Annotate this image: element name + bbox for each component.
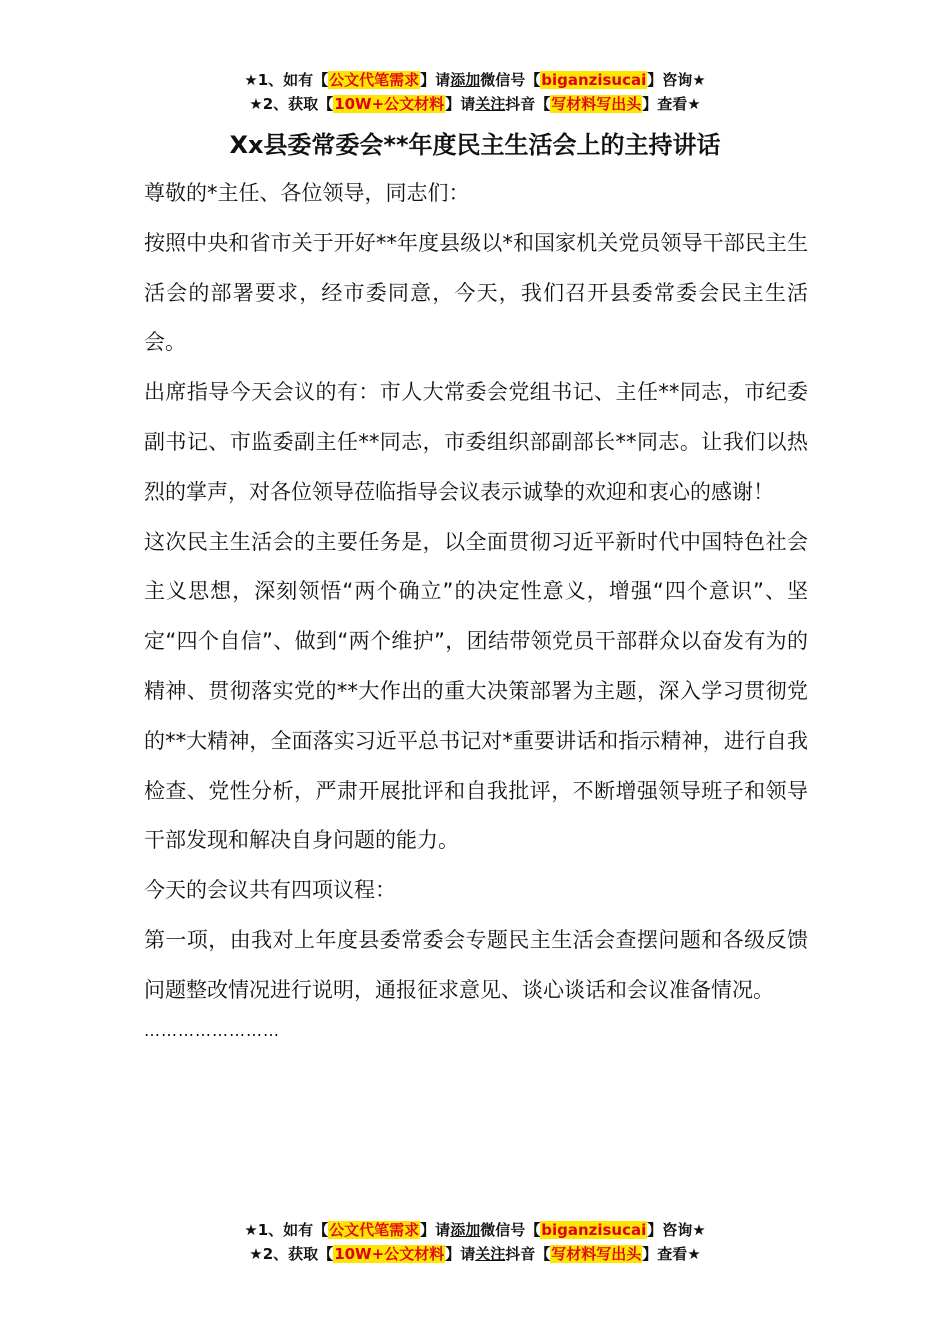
banner-line-2 [0,92,950,116]
banner-text: 】请 [445,95,476,113]
banner-text: 】请 [445,1245,476,1263]
banner-text: 】查看★ [642,1245,701,1263]
banner-text: 抖音【 [505,95,551,113]
banner-underlined: 添加 [450,1221,481,1239]
banner-text: ★2、获取【 [249,1245,334,1263]
banner-highlight: 公文代笔需求 [329,1221,420,1239]
banner-text: ★2、获取【 [249,95,334,113]
banner-text: ★1、如有【 [244,71,329,89]
ellipsis: …………………… [144,1020,280,1040]
banner-text: 】咨询★ [647,71,706,89]
banner-text: 】查看★ [642,95,701,113]
paragraph: 尊敬的*主任、各位领导，同志们： [144,181,470,205]
document-body [144,169,808,1046]
banner-text: 】请 [420,1221,451,1239]
banner-line-1 [0,68,950,92]
banner-text: 微信号【 [480,71,541,89]
banner-text: ★1、如有【 [244,1221,329,1239]
paragraph: 按照中央和省市关于开好**年度县级以*和国家机关党员领导干部民主生活会的部署要求，经市委同意，今天，我们召开县委常委会民主生活会。 [144,230,808,355]
footer-banner [0,1218,950,1266]
banner-text: 】请 [420,71,451,89]
paragraph: 这次民主生活会的主要任务是，以全面贯彻习近平新时代中国特色社会主义思想，深刻领悟“两个确立”的决定性意义，增强“四个意识”、坚定“四个自信”、做到“两个维护”，团结带领党员干部群众以奋发有为的精神、贯彻落实党的**大作出的重大决策部署为主题，深入学习贯彻党的**大精神，全面落实习近平总书记对*重要讲话和指示精神，进行自我检查、党性分析，严肃开展批评和自我批评，不断增强领导班子和领导干部发现和解决自身问题的能力。 [144,529,808,853]
banner-text: 微信号【 [480,1221,541,1239]
banner-underlined: 添加 [450,71,481,89]
banner-underlined: 关注 [475,1245,506,1263]
banner-highlight: 10W+公文材料 [334,1245,445,1263]
banner-highlight: 公文代笔需求 [329,71,420,89]
banner-douyin-id: 写材料写出头 [551,1245,642,1263]
paragraph: 第一项，由我对上年度县委常委会专题民主生活会查摆问题和各级反馈问题整改情况进行说明，通报征求意见、谈心谈话和会议准备情况。 [144,927,808,1002]
banner-underlined: 关注 [475,95,506,113]
banner-text: 抖音【 [505,1245,551,1263]
banner-wechat-id: biganzisucai [541,1221,647,1239]
banner-text: 】咨询★ [647,1221,706,1239]
paragraph: 出席指导今天会议的有：市人大常委会党组书记、主任**同志，市纪委副书记、市监委副主任**同志，市委组织部副部长**同志。让我们以热烈的掌声，对各位领导莅临指导会议表示诚挚的欢迎和衷心的感谢！ [144,380,808,504]
document-title: Xx县委常委会**年度民主生活会上的主持讲话 [229,131,721,159]
banner-line-2 [0,1242,950,1266]
paragraph: 今天的会议共有四项议程： [144,878,396,903]
banner-highlight: 10W+公文材料 [334,95,445,113]
banner-douyin-id: 写材料写出头 [551,95,642,113]
banner-line-1 [0,1218,950,1242]
banner-wechat-id: biganzisucai [541,71,647,89]
header-banner [0,68,950,116]
